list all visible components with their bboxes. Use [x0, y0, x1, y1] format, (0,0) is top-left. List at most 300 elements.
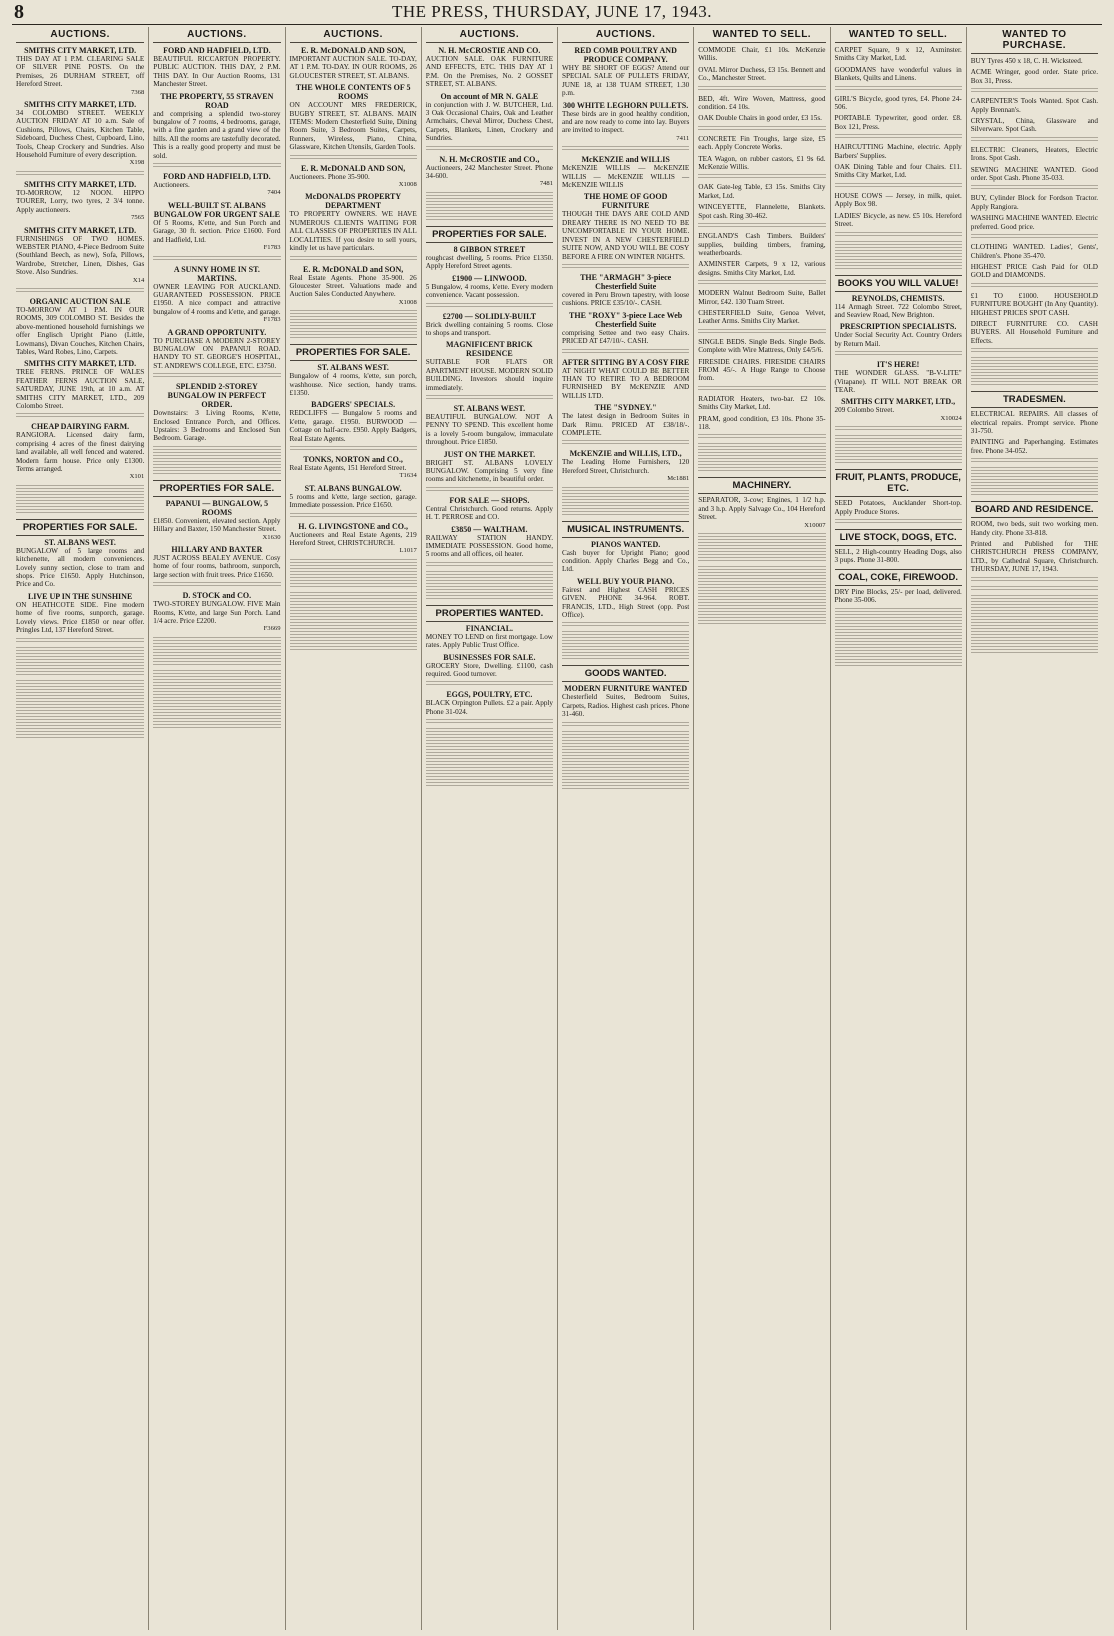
- classified-ad: [153, 46, 280, 89]
- classified-ad: [290, 265, 417, 308]
- ad-body: OAK Dining Table and four Chairs. £11. Smiths City Market, Ltd.: [834, 163, 962, 180]
- ad-title: SMITHS CITY MARKET, LTD.: [24, 225, 137, 235]
- classified-ad: [698, 260, 825, 277]
- ad-body: SEPARATOR, 3-cow; Engines, 1 1/2 h.p. and 3 h.p. Apply Salvage Co., 104 Hereford Street.: [698, 496, 826, 522]
- classified-ad: [698, 415, 825, 432]
- ad-body: OAK Double Chairs in good order, £3 15s.: [698, 114, 822, 123]
- ad-body: RAILWAY STATION HANDY. IMMEDIATE POSSESSION. Good home, 5 rooms and all offices, oil heater.: [425, 533, 553, 559]
- classified-ad: [426, 340, 553, 392]
- text-filler-decoration: [562, 146, 689, 152]
- classified-ad: [562, 449, 689, 483]
- text-filler-decoration: [16, 680, 144, 740]
- ad-body: SELL, 2 High-country Heading Dogs, also 3 pups. Phone 31-800.: [834, 547, 962, 565]
- text-filler-decoration: [971, 234, 1098, 240]
- section-subheading: PROPERTIES FOR SALE.: [16, 519, 144, 536]
- ad-title: THE HOME OF GOOD FURNITURE: [583, 192, 668, 211]
- ad-title: £2700 — SOLIDLY-BUILT: [442, 311, 537, 321]
- ad-body: Printed and Published for THE CHRISTCHURCH PRESS COMPANY, LTD., by Cathedral Square, Christchurch. THURSDAY, JUNE 17, 1943.: [970, 540, 1098, 574]
- ad-body: TWO-STOREY BUNGALOW. FIVE Main Rooms, K'ette, and large Sun Porch. Land 1/4 acre. Price £2200.: [153, 600, 281, 626]
- ad-body: COMMODE Chair, £1 10s. McKenzie Willis.: [698, 46, 826, 63]
- ad-body: HIGHEST PRICE Cash Paid for OLD GOLD and DIAMONDS.: [970, 262, 1098, 280]
- text-filler-decoration: [835, 232, 962, 238]
- ad-body: in conjunction with J. W. BUTCHER, Ltd. 3 Oak Occasional Chairs, Oak and Leather Armchairs, Cheval Mirror, Duchess Chest, Carpets, Blankets, Linen, Crockery and Sundries.: [425, 100, 553, 143]
- text-filler-decoration: [562, 264, 689, 270]
- ad-body: SEWING MACHINE WANTED. Good order. Spot Cash. Phone 35-033.: [970, 165, 1098, 183]
- ad-body: 114 Armagh Street. 722 Colombo Street, and Seaview Road, New Brighton.: [834, 302, 962, 319]
- classified-ad: [290, 455, 417, 481]
- section-heading: AUCTIONS.: [153, 27, 280, 43]
- classified-ad: [290, 83, 417, 151]
- ad-body: comprising Settee and two easy Chairs. PRICED AT £47/10/-. CASH.: [562, 328, 690, 346]
- ad-body: OWNER LEAVING FOR AUCKLAND. GUARANTEED POSSESSION. PRICE £1950. A nice compact and attractive bungalow of 4 rooms and k'ette, and garage.: [153, 282, 281, 316]
- ad-body: GROCERY Store, Dwelling. £1100, cash required. Good turnover.: [425, 661, 553, 679]
- ad-body: 34 COLOMBO STREET. WEEKLY AUCTION FRIDAY AT 10 a.m. Sale of Cushions, Pillows, Chairs, Kitchen Table, Sideboard, Duchess Chest, Cupboard, Lino, Tools, Cheap Crockery and Sundries. Also Household Furniture of every description.: [16, 109, 145, 160]
- ad-body: Fairest and Highest CASH PRICES GIVEN. PHONE 34-964. ROBT. FRANCIS, LTD., High Street (opp. Post Office).: [562, 585, 690, 620]
- classified-ad: [426, 245, 553, 271]
- masthead-rule: [12, 24, 1102, 25]
- text-filler-decoration: [698, 566, 825, 626]
- ad-title: REYNOLDS, CHEMISTS.: [851, 293, 945, 303]
- section-subheading: LIVE STOCK, DOGS, ETC.: [835, 529, 962, 546]
- classified-ad: [698, 309, 825, 326]
- classified-ad: [562, 155, 689, 189]
- ad-body: HOUSE COWS — Jersey, in milk, quiet. Apply Box 98.: [834, 191, 962, 209]
- classified-ad: [971, 68, 1098, 85]
- classified-ad: [16, 538, 144, 589]
- ad-body: SEED Potatoes, Aucklander Short-top. Apply Produce Stores.: [834, 499, 962, 516]
- classified-ad: [426, 690, 553, 716]
- section-subheading: GOODS WANTED.: [562, 665, 689, 682]
- ad-body: Bungalow of 4 rooms, k'ette, sun porch, washhouse. Nice section, handy trams. £1350.: [289, 372, 417, 397]
- ad-body: TO PROPERTY OWNERS. WE HAVE NUMEROUS CLIENTS WAITING FOR ALL CLASSES OF PROPERTIES IN ALL LOCALITIES. If you desire to sell yours, kindly let us have particulars.: [289, 210, 417, 253]
- ad-body: SINGLE BEDS. Single Beds. Single Beds. Complete with Wire Mattress, Only £4/5/6.: [698, 337, 826, 355]
- text-filler-decoration: [971, 577, 1098, 583]
- ad-title: HILLARY AND BAXTER: [171, 545, 263, 554]
- text-filler-decoration: [562, 487, 689, 517]
- ad-body: THOUGH THE DAYS ARE COLD AND DREARY THERE IS NO NEED TO BE UNCOMFORTABLE IN YOUR HOME. INVEST IN A NEW CHESTERFIELD SUITE NOW, AND YOU WILL BE COSY BEFORE A FIRE ON WINTER NIGHTS.: [562, 210, 690, 261]
- text-filler-decoration: [698, 126, 825, 132]
- text-filler-decoration: [153, 373, 280, 379]
- column-5: [557, 27, 693, 1630]
- ad-body: BEAUTIFUL RICCARTON PROPERTY. PUBLIC AUCTION. THIS DAY, 2 P.M. THIS DAY. In Our Auction Rooms, 131 Manchester Street.: [153, 55, 281, 89]
- text-filler-decoration: [971, 467, 1098, 497]
- column-6: [693, 27, 829, 1630]
- masthead: [0, 0, 1114, 24]
- ad-body: REDCLIFFS — Bungalow 5 rooms and k'ette, garage. £1950. BURWOOD — Cottage on half-acre. £950. Apply Badgers, Real Estate Agents.: [289, 409, 417, 443]
- classified-ad: [698, 358, 825, 383]
- ad-body: AT NIGHT WHAT COULD BE BETTER THAN TO RETIRE TO A BEDROOM FURNISHED BY McKENZIE AND WILLIS LTD.: [562, 366, 690, 400]
- text-filler-decoration: [426, 146, 553, 152]
- ad-reference: 7404: [267, 189, 281, 197]
- classified-ad: [835, 114, 962, 131]
- classified-ad: [698, 114, 825, 122]
- text-filler-decoration: [16, 171, 144, 177]
- ad-title: N. H. McCROSTIE AND CO.: [438, 46, 541, 55]
- ad-body: CLOTHING WANTED. Ladies', Gents', Children's. Phone 35-470.: [970, 243, 1098, 260]
- ad-body: ELECTRIC Cleaners, Heaters, Electric Irons. Spot Cash.: [970, 145, 1098, 163]
- ad-body: 5 rooms and k'ette, large section, garage. Immediate possession. Price £1650.: [289, 492, 417, 510]
- classified-ad: [16, 180, 144, 223]
- classified-ad: [290, 400, 417, 443]
- text-filler-decoration: [290, 446, 417, 452]
- text-filler-decoration: [153, 582, 280, 588]
- column-1: [12, 27, 148, 1630]
- text-filler-decoration: [698, 443, 825, 473]
- classified-ad: [562, 46, 689, 98]
- classified-ad: [835, 192, 962, 209]
- ad-body: roughcast dwelling, 5 rooms. Price £1350. Apply Hereford Street agents.: [425, 253, 553, 271]
- columns-container: [12, 27, 1102, 1630]
- text-filler-decoration: [562, 731, 689, 791]
- classified-ad: [971, 292, 1098, 317]
- ad-body: ACME Wringer, good order. State price. Box 31, Press.: [970, 68, 1098, 85]
- classified-ad: [16, 226, 144, 285]
- ad-body: HAIRCUTTING Machine, electric. Apply Barbers' Supplies.: [834, 143, 962, 160]
- ad-body: FURNISHINGS OF TWO HOMES. WEBSTER PIANO, 4-Piece Bedroom Suite (Southland Beech, as new), Sofa, Pillows, Wardrobe, Stretcher, Linen, Dishes, Gas Stove. Also Sundries.: [16, 234, 145, 277]
- classified-ad: [290, 192, 417, 252]
- ad-title: McDONALDS PROPERTY DEPARTMENT: [305, 192, 402, 211]
- ad-body: ON HEATHCOTE SIDE. Fine modern home of five rooms, sunporch, garage. Lovely views. Price £1850 or near offer. Pringles Ltd, 137 Hereford Street.: [16, 600, 145, 635]
- ad-body: BEAUTIFUL BUNGALOW. NOT A PENNY TO SPEND. This excellent home is a lovely 5-room bungalow, immaculate throughout. Price £1850.: [425, 412, 553, 447]
- ad-reference: X1630: [262, 533, 281, 541]
- ad-body: £1850. Convenient, elevated section. Apply Hillary and Baxter, 150 Manchester Street.: [153, 516, 281, 534]
- ad-reference: X10024: [940, 414, 962, 422]
- ad-title: PRESCRIPTION SPECIALISTS.: [839, 322, 957, 332]
- ad-body: JUST ACROSS BEALEY AVENUE. Cosy home of four rooms, bathroom, sunporch, large section with fruit trees. Price £1650.: [153, 554, 281, 579]
- classified-ad: [698, 155, 825, 172]
- section-heading: AUCTIONS.: [562, 27, 689, 43]
- ad-body: BED, 4ft. Wire Woven, Mattress, good condition. £4 10s.: [698, 94, 826, 112]
- ad-body: ENGLAND'S Cash Timbers. Builders' supplies, building timbers, framing, weatherboards.: [698, 232, 826, 257]
- text-filler-decoration: [153, 446, 280, 476]
- text-filler-decoration: [426, 303, 553, 309]
- ad-title: FINANCIAL.: [465, 623, 514, 633]
- ad-body: Auctioneers. Phone 35-900.: [289, 172, 370, 181]
- ad-title: AFTER SITTING BY A COSY FIRE: [562, 357, 690, 367]
- classified-ad: [835, 143, 962, 160]
- classified-ad: [290, 164, 417, 190]
- classified-ad: [698, 66, 825, 83]
- ad-title: JUST ON THE MARKET.: [443, 449, 536, 459]
- classified-ad: [971, 438, 1098, 455]
- text-filler-decoration: [16, 413, 144, 419]
- ad-title: ST. ALBANS WEST.: [44, 537, 116, 547]
- classified-ad: [426, 404, 553, 447]
- text-filler-decoration: [835, 519, 962, 525]
- classified-ad: [835, 322, 962, 348]
- ad-body: ON ACCOUNT MRS FREDERICK, BUGBY STREET, ST. ALBANS. MAIN ITEMS: Modern Chesterfield Suite, Dining Room Suite, 3 Bedroom Suites, Carpets, Runners, Wireless, Piano, China, Glassware, Kitchen Utensils, Garden Tools.: [289, 101, 417, 152]
- ad-body: Auctioneers and Real Estate Agents, 219 Hereford Street, CHRISTCHURCH.: [289, 530, 417, 547]
- text-filler-decoration: [562, 440, 689, 446]
- ad-body: McKENZIE WILLIS — McKENZIE WILLIS — McKENZIE WILLIS — McKENZIE WILLIS: [562, 164, 690, 190]
- text-filler-decoration: [290, 559, 417, 589]
- text-filler-decoration: [153, 163, 280, 169]
- classified-ad: [835, 46, 962, 63]
- text-filler-decoration: [971, 357, 1098, 387]
- ad-body: AXMINSTER Carpets, 9 x 12, various designs. Smiths City Market, Ltd.: [698, 260, 826, 277]
- text-filler-decoration: [153, 637, 280, 667]
- text-filler-decoration: [562, 349, 689, 355]
- section-subheading: PROPERTIES FOR SALE.: [290, 344, 417, 361]
- ad-title: FORD AND HADFIELD, LTD.: [163, 172, 271, 182]
- column-4: [421, 27, 557, 1630]
- text-filler-decoration: [698, 174, 825, 180]
- classified-ad: [153, 172, 280, 198]
- text-filler-decoration: [835, 351, 962, 357]
- text-filler-decoration: [426, 192, 553, 222]
- ad-reference: F1783: [263, 244, 281, 252]
- ad-body: GIRL'S Bicycle, good tyres, £4. Phone 24-506.: [834, 94, 962, 112]
- section-heading: AUCTIONS.: [426, 27, 553, 43]
- ad-reference: 7368: [131, 88, 145, 96]
- text-filler-decoration: [426, 571, 553, 601]
- text-filler-decoration: [971, 283, 1098, 289]
- ad-reference: F3669: [263, 625, 281, 633]
- text-filler-decoration: [426, 395, 553, 401]
- text-filler-decoration: [971, 348, 1098, 354]
- section-subheading: PROPERTIES FOR SALE.: [426, 226, 553, 243]
- ad-title: ST. ALBANS WEST.: [317, 363, 389, 373]
- classified-ad: [698, 232, 825, 257]
- ad-reference: F1783: [263, 316, 281, 324]
- classified-ad: [698, 395, 825, 412]
- section-subheading: PROPERTIES WANTED.: [426, 605, 553, 622]
- ad-title: THE "ROXY" 3-piece Lace Web Chesterfield Suite: [569, 310, 683, 329]
- ad-title: SMITHS CITY MARKET, LTD.: [24, 179, 137, 189]
- ad-reference: 7565: [131, 214, 145, 222]
- classified-ad: [971, 194, 1098, 211]
- ad-reference: X1008: [398, 181, 417, 189]
- section-heading: AUCTIONS.: [290, 27, 417, 43]
- ad-body: OVAL Mirror Duchess, £3 15s. Bennett and Co., Manchester Street.: [698, 65, 826, 83]
- text-filler-decoration: [698, 329, 825, 335]
- ad-title: SMITHS CITY MARKET, LTD.: [24, 100, 137, 110]
- ad-body: GOODMANS have wonderful values in Blankets, Quilts and Linens.: [834, 65, 962, 83]
- classified-ad: [562, 101, 689, 144]
- classified-ad: [971, 540, 1098, 574]
- classified-ad: [16, 359, 144, 410]
- ad-body: CHESTERFIELD Suite, Genoa Velvet, Leather Arms. Smiths City Market.: [698, 308, 826, 326]
- text-filler-decoration: [698, 434, 825, 440]
- ad-title: EGGS, POULTRY, ETC.: [446, 690, 533, 700]
- ad-body: THIS DAY AT 1 P.M. CLEARING SALE OF SILVER PINE POSTS. On the Premises, 26 DURHAM STREET, off Hereford Street.: [16, 55, 145, 89]
- ad-body: RADIATOR Heaters, two-bar. £2 10s. Smiths City Market, Ltd.: [698, 394, 826, 412]
- ad-title: ST. ALBANS WEST.: [453, 403, 526, 413]
- ad-title: LIVE UP IN THE SUNSHINE: [27, 591, 133, 601]
- classified-ad: [971, 520, 1098, 537]
- ad-body: DRY Pine Blocks, 25/- per load, delivered. Phone 35-006.: [834, 587, 962, 605]
- classified-ad: [426, 525, 553, 559]
- ad-title: ORGANIC AUCTION SALE: [29, 296, 131, 306]
- ad-body: TO-MORROW, 12 NOON. HIPPO TOURER, Lorry, two tyres, 2 3/4 tonne. Apply auctioneers.: [16, 188, 145, 214]
- classified-ad: [16, 592, 144, 635]
- text-filler-decoration: [426, 728, 553, 788]
- ad-reference: X101: [129, 473, 145, 481]
- ad-title: THE WHOLE CONTENTS OF 5 ROOMS: [295, 83, 411, 102]
- text-filler-decoration: [562, 722, 689, 728]
- text-filler-decoration: [16, 485, 144, 515]
- ad-body: BUY, Cylinder Block for Fordson Tractor. Apply Rangiora.: [970, 194, 1098, 211]
- ad-reference: Mc1881: [667, 475, 690, 483]
- text-filler-decoration: [835, 86, 962, 92]
- ad-body: 5 Bungalow, 4 rooms, k'ette. Every modern convenience. Vacant possession.: [425, 282, 553, 300]
- classified-ad: [698, 183, 825, 200]
- classified-ad: [971, 117, 1098, 134]
- ad-title: THE "ARMAGH" 3-piece Chesterfield Suite: [580, 272, 672, 291]
- classified-ad: [971, 57, 1098, 65]
- ad-title: 300 WHITE LEGHORN PULLETS.: [563, 100, 689, 110]
- classified-ad: [562, 311, 689, 346]
- section-subheading: FRUIT, PLANTS, PRODUCE, ETC.: [835, 469, 962, 497]
- ad-body: FIRESIDE CHAIRS. FIRESIDE CHAIRS FROM 45/-. A Huge Range to Choose from.: [698, 357, 826, 383]
- classified-ad: [153, 328, 280, 371]
- text-filler-decoration: [835, 435, 962, 465]
- ad-body: £1 TO £1000. HOUSEHOLD FURNITURE BOUGHT (In Any Quantity). HIGHEST PRICES SPOT CASH.: [970, 291, 1098, 317]
- classified-ad: [698, 46, 825, 63]
- ad-title: A SUNNY HOME IN ST. MARTINS.: [173, 264, 260, 283]
- classified-ad: [835, 212, 962, 229]
- classified-ad: [971, 243, 1098, 260]
- classified-ad: [698, 95, 825, 112]
- ad-reference: X198: [129, 159, 145, 167]
- ad-title: D. STOCK and CO.: [182, 591, 252, 601]
- ad-body: BLACK Orpington Pullets. £2 a pair. Apply Phone 31-024.: [425, 699, 553, 716]
- ad-body: Brick dwelling containing 5 rooms. Close to shops and transport.: [425, 320, 553, 337]
- classified-ad: [153, 499, 280, 542]
- ad-title: H. G. LIVINGSTONE and CO.,: [298, 521, 408, 531]
- text-filler-decoration: [971, 458, 1098, 464]
- text-filler-decoration: [426, 487, 553, 493]
- ad-body: and comprising a splendid two-storey bungalow of 7 rooms, 4 bedrooms, garage, with a fine garden and a grand view of the hills. All the rooms are tastefully decorated. This is a really good property and must be sold.: [153, 109, 281, 160]
- text-filler-decoration: [698, 223, 825, 229]
- text-filler-decoration: [971, 185, 1098, 191]
- text-filler-decoration: [698, 386, 825, 392]
- page-number: 8: [14, 0, 24, 23]
- classified-ad: [835, 548, 962, 565]
- ad-reference: X10007: [804, 521, 826, 529]
- ad-body: MODERN Walnut Bedroom Suite, Ballet Mirror, £42. 130 Tuam Street.: [698, 289, 826, 306]
- section-subheading: BOOKS YOU WILL VALUE!: [835, 275, 962, 292]
- ad-body: LADIES' Bicycle, as new. £5 10s. Hereford Street.: [834, 211, 962, 229]
- section-subheading: MACHINERY.: [698, 477, 825, 494]
- section-heading: WANTED TO PURCHASE.: [971, 27, 1098, 54]
- text-filler-decoration: [290, 310, 417, 340]
- ad-title: BADGERS' SPECIALS.: [311, 400, 396, 410]
- ad-body: THE WONDER GLASS. "B-V-LITE" (Vitapane). IT WILL NOT BREAK OR TEAR.: [834, 369, 962, 394]
- text-filler-decoration: [16, 288, 144, 294]
- ad-title: PAPANUI — BUNGALOW, 5 ROOMS: [165, 498, 269, 517]
- ad-title: 8 GIBBON STREET: [453, 244, 526, 254]
- ad-body: OAK Gate-leg Table, £3 15s. Smiths City Market, Ltd.: [698, 183, 826, 200]
- ad-title: MAGNIFICENT BRICK RESIDENCE: [446, 340, 533, 359]
- classified-ad: [290, 363, 417, 397]
- ad-body: Under Social Security Act. Country Orders by Return Mail.: [834, 331, 962, 348]
- classified-ad: [971, 320, 1098, 345]
- ad-body: ELECTRICAL REPAIRS. All classes of electrical repairs. Prompt service. Phone 31-750.: [970, 410, 1098, 435]
- ad-body: PRAM, good condition, £3 10s. Phone 35-118.: [698, 414, 826, 431]
- ad-title: SMITHS CITY MARKET, LTD.: [24, 359, 137, 369]
- ad-title: RED COMB POULTRY AND PRODUCE COMPANY.: [574, 46, 677, 64]
- classified-ad: [562, 540, 689, 574]
- ad-body: BUY Tyres 450 x 18, C. H. Wicksteed.: [970, 57, 1083, 65]
- text-filler-decoration: [698, 533, 825, 563]
- classified-ad: [562, 577, 689, 620]
- ad-body: PORTABLE Typewriter, good order. £8. Box 121, Press.: [834, 114, 962, 131]
- section-heading: WANTED TO SELL.: [698, 27, 825, 43]
- ad-body: Real Estate Agents, 151 Hereford Street.: [289, 463, 407, 472]
- classified-ad: [835, 588, 962, 605]
- ad-body: PAINTING and Paperhanging. Estimates free. Phone 34-052.: [970, 438, 1098, 455]
- ad-body: CONCRETE Fin Troughs, large size, £5 each. Apply Concrete Works.: [698, 134, 826, 152]
- classified-ad: [16, 422, 144, 481]
- ad-body: TEA Wagon, on rubber castors, £1 9s 6d. McKenzie Willis.: [698, 154, 826, 172]
- ad-body: BRIGHT ST. ALBANS LOVELY BUNGALOW. Comprising 5 very fine rooms and kitchenette, in beautiful order.: [425, 458, 553, 484]
- classified-ad: [835, 360, 962, 394]
- text-filler-decoration: [562, 631, 689, 661]
- classified-ad: [971, 410, 1098, 435]
- classified-ad: [835, 163, 962, 180]
- ad-title: E. R. McDONALD and SON,: [303, 264, 404, 274]
- classified-ad: [426, 274, 553, 300]
- classified-ad: [426, 653, 553, 679]
- classified-ad: [290, 522, 417, 556]
- classified-ad: [16, 100, 144, 168]
- classified-ad: [153, 201, 280, 253]
- text-filler-decoration: [698, 280, 825, 286]
- ad-title: £1900 — LINWOOD.: [452, 273, 527, 283]
- classified-ad: [153, 382, 280, 443]
- ad-title: TONKS, NORTON and CO.,: [303, 454, 403, 464]
- column-8: [966, 27, 1102, 1630]
- ad-reference: X1008: [398, 298, 417, 306]
- ad-title: CHEAP DAIRYING FARM.: [31, 422, 130, 432]
- text-filler-decoration: [971, 137, 1098, 143]
- classified-ad: [16, 297, 144, 356]
- classified-ad: [426, 46, 553, 89]
- classified-ad: [835, 397, 962, 423]
- classified-ad: [153, 591, 280, 634]
- ad-reference: X14: [132, 276, 145, 284]
- column-2: [148, 27, 284, 1630]
- ad-body: WINCEYETTE, Flannelette, Blankets. Spot cash. Ring 30-462.: [698, 203, 826, 220]
- text-filler-decoration: [290, 256, 417, 262]
- classified-ad: [562, 273, 689, 308]
- classified-ad: [971, 97, 1098, 114]
- ad-body: TO PURCHASE A MODERN 2-STOREY BUNGALOW ON PAPANUI ROAD. HANDY TO ST. GEORGE'S HOSPITAL, ST. ANDREW'S COLLEGE, ETC. £3750.: [153, 336, 281, 370]
- ad-body: CRYSTAL, China, Glassware and Silverware. Spot Cash.: [970, 117, 1098, 134]
- ad-reference: T1634: [399, 472, 417, 480]
- ad-body: RANGIORA. Licensed dairy farm, comprising 4 acres of the finest dairying land available, all well fenced and watered. Modern farm house. Price only £1300. Terms arranged.: [16, 431, 145, 474]
- ad-body: 209 Colombo Street.: [834, 406, 895, 415]
- section-subheading: BOARD AND RESIDENCE.: [971, 501, 1098, 518]
- section-subheading: COAL, COKE, FIREWOOD.: [835, 569, 962, 586]
- ad-body: ROOM, two beds, suit two working men. Handy city. Phone 33-818.: [970, 520, 1098, 537]
- text-filler-decoration: [562, 622, 689, 628]
- classified-ad: [426, 450, 553, 484]
- ad-body: Central Christchurch. Good returns. Apply H. T. PERROSE and CO.: [425, 504, 553, 522]
- classified-ad: [971, 263, 1098, 280]
- ad-reference: L1017: [399, 547, 417, 555]
- classified-ad: [698, 203, 825, 220]
- ad-body: covered in Peru Brown tapestry, with loose cushions. PRICE £35/10/-. CASH.: [562, 290, 690, 308]
- classified-ad: [698, 496, 825, 530]
- ad-title: E. R. McDONALD AND SON,: [301, 46, 406, 55]
- ad-body: Auctioneers, 242 Manchester Street. Phone 34-600.: [425, 163, 553, 181]
- text-filler-decoration: [971, 595, 1098, 655]
- ad-body: Cash buyer for Upright Piano; good condition. Apply Charles Begg and Co., Ltd.: [562, 548, 690, 574]
- classified-ad: [153, 545, 280, 579]
- ad-body: Chesterfield Suites, Bedroom Suites, Carpets, Radios. Highest cash prices. Phone 31-460.: [562, 693, 690, 719]
